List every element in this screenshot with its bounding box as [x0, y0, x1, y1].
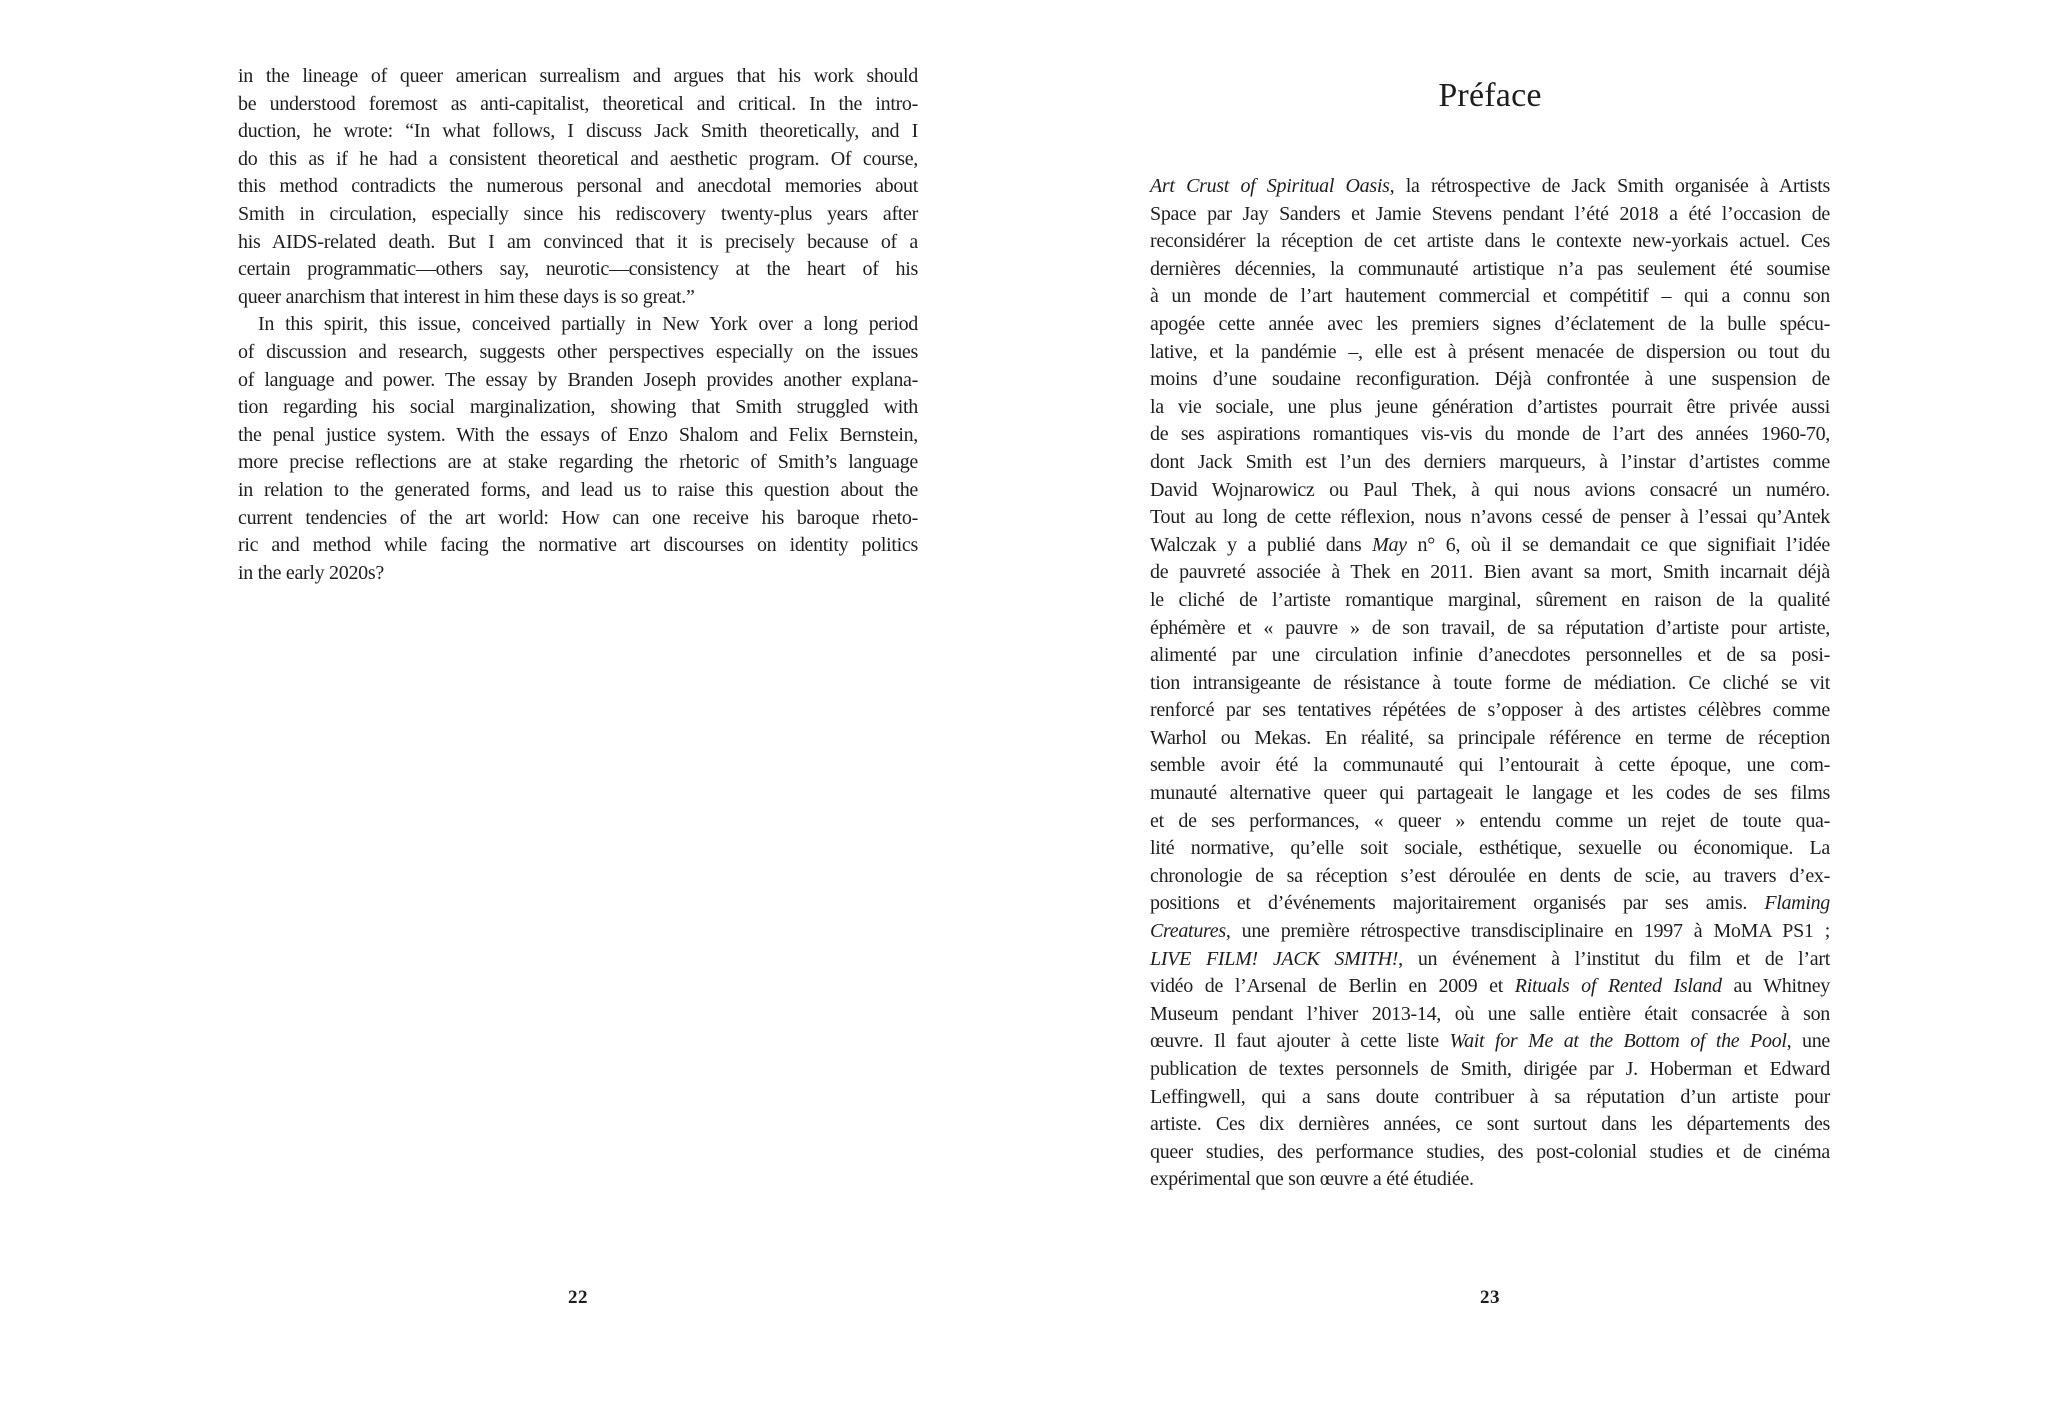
- text-segment: ric and method while facing the normative art discourses on identity politics: [238, 534, 918, 557]
- italic-text-segment: May: [1372, 533, 1407, 556]
- text-line: [1150, 256, 1830, 284]
- text-line: [1150, 890, 1830, 918]
- text-line: [1150, 1084, 1830, 1112]
- text-segment: lative, et la pandémie –, elle est à présent menacée de dispersion ou tout du: [1150, 340, 1830, 363]
- text-segment: à un monde de l’art hautement commercial et compétitif – qui a connu son: [1150, 285, 1830, 308]
- text-line: [238, 449, 918, 477]
- text-line: [1150, 1001, 1830, 1029]
- text-line: [1150, 504, 1830, 532]
- italic-text-segment: Wait for Me at the Bottom of the Pool: [1449, 1030, 1787, 1053]
- italic-text-segment: Art Crust of Spiritual Oasis: [1150, 175, 1390, 197]
- text-line: [1150, 835, 1830, 863]
- text-segment: in the lineage of queer american surrealism and argues that his work should: [238, 65, 918, 87]
- text-segment: Warhol ou Mekas. En réalité, sa principale référence en terme de réception: [1150, 726, 1830, 749]
- text-segment: alimenté par une circulation infinie d’anecdotes personnelles et de sa posi-: [1150, 644, 1830, 667]
- text-line: [1150, 752, 1830, 780]
- text-segment: in the early 2020s?: [238, 561, 384, 584]
- text-line: [1150, 173, 1830, 201]
- text-line: [238, 284, 918, 312]
- text-line: [238, 422, 918, 450]
- text-line: [1150, 946, 1830, 974]
- text-segment: apogée cette année avec les premiers signes d’éclatement de la bulle spécu-: [1150, 312, 1830, 335]
- text-line: [1150, 477, 1830, 505]
- text-segment: , une première rétrospective transdisciplinaire en 1997 à MoMA PS1 ;: [1225, 920, 1830, 943]
- text-segment: renforcé par ses tentatives répétées de s’opposer à des artistes célèbres comme: [1150, 699, 1830, 722]
- text-segment: the penal justice system. With the essays of Enzo Shalom and Felix Bernstein,: [238, 423, 918, 446]
- text-line: [1150, 670, 1830, 698]
- text-segment: de pauvreté associée à Thek en 2011. Bien avant sa mort, Smith incarnait déjà: [1150, 561, 1830, 584]
- text-line: [238, 339, 918, 367]
- text-line: [238, 91, 918, 119]
- page-number-left: 22: [568, 1287, 588, 1308]
- text-line: [238, 118, 918, 146]
- text-segment: moins d’une soudaine reconfiguration. Déjà confrontée à une suspension de: [1150, 368, 1830, 391]
- text-segment: of discussion and research, suggests other perspectives especially on the issues: [238, 340, 918, 363]
- text-segment: œuvre. Il faut ajouter à cette liste: [1150, 1030, 1450, 1053]
- text-segment: vidéo de l’Arsenal de Berlin en 2009 et: [1150, 975, 1515, 998]
- text-segment: tion regarding his social marginalization, showing that Smith struggled with: [238, 396, 918, 419]
- text-segment: de ses aspirations romantiques vis-vis du monde de l’art des années 1960-70,: [1150, 423, 1830, 446]
- text-line: [1150, 973, 1830, 1001]
- page-number-right: 23: [1480, 1287, 1500, 1308]
- text-line: [1150, 339, 1830, 367]
- text-segment: dernières décennies, la communauté artistique n’a pas seulement été soumise: [1150, 257, 1830, 280]
- text-segment: this method contradicts the numerous personal and anecdotal memories about: [238, 175, 918, 198]
- text-line: [238, 560, 918, 588]
- text-line: [1150, 642, 1830, 670]
- text-segment: Space par Jay Sanders et Jamie Stevens pendant l’été 2018 a été l’occasion de: [1150, 202, 1830, 225]
- text-line: [1150, 532, 1830, 560]
- text-segment: Smith in circulation, especially since his rediscovery twenty-plus years after: [238, 202, 918, 225]
- text-line: [1150, 228, 1830, 256]
- text-segment: more precise reflections are at stake regarding the rhetoric of Smith’s language: [238, 451, 918, 474]
- right-page-body: [1150, 173, 1830, 1194]
- text-segment: n° 6, où il se demandait ce que signifiait l’idée: [1406, 533, 1830, 556]
- text-segment: queer studies, des performance studies, des post-colonial studies et de cinéma: [1150, 1140, 1830, 1163]
- text-line: [1150, 201, 1830, 229]
- text-segment: of language and power. The essay by Branden Joseph provides another explana-: [238, 368, 918, 391]
- text-segment: current tendencies of the art world: How can one receive his baroque rheto-: [238, 506, 918, 529]
- text-segment: et de ses performances, « queer » entendu comme un rejet de toute qua-: [1150, 809, 1830, 832]
- text-line: [1150, 394, 1830, 422]
- text-segment: certain programmatic—others say, neurotic—consistency at the heart of his: [238, 258, 918, 281]
- italic-text-segment: Creatures: [1150, 920, 1226, 943]
- text-line: [1150, 587, 1830, 615]
- text-line: [1150, 863, 1830, 891]
- text-line: [238, 256, 918, 284]
- text-line: [1150, 808, 1830, 836]
- text-segment: reconsidérer la réception de cet artiste dans le contexte new-yorkais actuel. Ces: [1150, 230, 1830, 253]
- text-segment: be understood foremost as anti-capitalist, theoretical and critical. In the intro-: [238, 92, 918, 115]
- text-line: [1150, 421, 1830, 449]
- text-line: [1150, 697, 1830, 725]
- italic-text-segment: Flaming: [1764, 892, 1830, 915]
- text-line: [1150, 366, 1830, 394]
- left-page-body: [238, 63, 918, 587]
- text-line: [1150, 1028, 1830, 1056]
- text-segment: duction, he wrote: “In what follows, I discuss Jack Smith theoretically, and I: [238, 120, 918, 143]
- text-segment: Museum pendant l’hiver 2013-14, où une salle entière était consacrée à son: [1150, 1002, 1830, 1025]
- text-segment: , un événement à l’institut du film et de l’art: [1398, 947, 1830, 970]
- text-line: [1150, 1111, 1830, 1139]
- italic-text-segment: LIVE FILM! JACK SMITH!: [1150, 947, 1399, 970]
- text-line: [238, 201, 918, 229]
- text-line: [1150, 311, 1830, 339]
- text-line: [238, 532, 918, 560]
- text-segment: In this spirit, this issue, conceived partially in New York over a long period: [258, 313, 918, 336]
- text-line: [1150, 283, 1830, 311]
- text-segment: la vie sociale, une plus jeune génération d’artistes pourrait être privée aussi: [1150, 395, 1830, 418]
- text-segment: tion intransigeante de résistance à toute forme de médiation. Ce cliché se vit: [1150, 671, 1830, 694]
- text-line: [1150, 1166, 1830, 1194]
- text-segment: chronologie de sa réception s’est déroulée en dents de scie, au travers d’ex-: [1150, 864, 1830, 887]
- text-segment: Tout au long de cette réflexion, nous n’avons cessé de penser à l’essai qu’Antek: [1150, 506, 1830, 529]
- text-line: [1150, 918, 1830, 946]
- text-segment: le cliché de l’artiste romantique marginal, sûrement en raison de la qualité: [1150, 588, 1830, 611]
- text-line: [238, 477, 918, 505]
- text-segment: artiste. Ces dix dernières années, ce sont surtout dans les départements des: [1150, 1113, 1830, 1136]
- text-line: [238, 505, 918, 533]
- text-segment: dont Jack Smith est l’un des derniers marqueurs, à l’instar d’artistes comme: [1150, 450, 1830, 473]
- text-line: [1150, 449, 1830, 477]
- text-line: [1150, 725, 1830, 753]
- text-segment: do this as if he had a consistent theoretical and aesthetic program. Of course,: [238, 147, 918, 170]
- page-title: Préface: [1438, 77, 1542, 114]
- text-segment: Walczak y a publié dans: [1150, 533, 1373, 556]
- text-segment: publication de textes personnels de Smith, dirigée par J. Hoberman et Edward: [1150, 1058, 1830, 1080]
- text-line: [1150, 780, 1830, 808]
- text-line: [238, 311, 918, 339]
- text-segment: au Whitney: [1721, 975, 1830, 998]
- text-segment: expérimental que son œuvre a été étudiée.: [1150, 1168, 1474, 1191]
- text-segment: semble avoir été la communauté qui l’entourait à cette époque, une com-: [1150, 754, 1830, 777]
- text-segment: David Wojnarowicz ou Paul Thek, à qui nous avions consacré un numéro.: [1150, 478, 1830, 501]
- text-line: [238, 63, 918, 91]
- text-segment: , la rétrospective de Jack Smith organisée à Artists: [1389, 175, 1830, 197]
- text-line: [1150, 1056, 1830, 1084]
- text-line: [238, 173, 918, 201]
- text-segment: queer anarchism that interest in him these days is so great.”: [238, 285, 695, 308]
- text-line: [238, 394, 918, 422]
- text-segment: in relation to the generated forms, and lead us to raise this question about the: [238, 478, 918, 501]
- text-segment: munauté alternative queer qui partageait le langage et les codes de ses films: [1150, 782, 1830, 805]
- text-segment: Leffingwell, qui a sans doute contribuer à sa réputation d’un artiste pour: [1150, 1085, 1830, 1108]
- text-segment: , une: [1786, 1030, 1830, 1053]
- text-line: [1150, 615, 1830, 643]
- text-line: [238, 146, 918, 174]
- text-line: [1150, 1139, 1830, 1167]
- text-segment: éphémère et « pauvre » de son travail, de sa réputation d’artiste pour artiste,: [1150, 616, 1830, 639]
- italic-text-segment: Rituals of Rented Island: [1514, 975, 1722, 998]
- text-segment: lité normative, qu’elle soit sociale, esthétique, sexuelle ou économique. La: [1150, 837, 1830, 860]
- text-line: [238, 367, 918, 395]
- text-segment: positions et d’événements majoritairement organisés par ses amis.: [1150, 892, 1765, 915]
- text-segment: his AIDS-related death. But I am convinced that it is precisely because of a: [238, 230, 918, 253]
- text-line: [1150, 559, 1830, 587]
- text-line: [238, 229, 918, 257]
